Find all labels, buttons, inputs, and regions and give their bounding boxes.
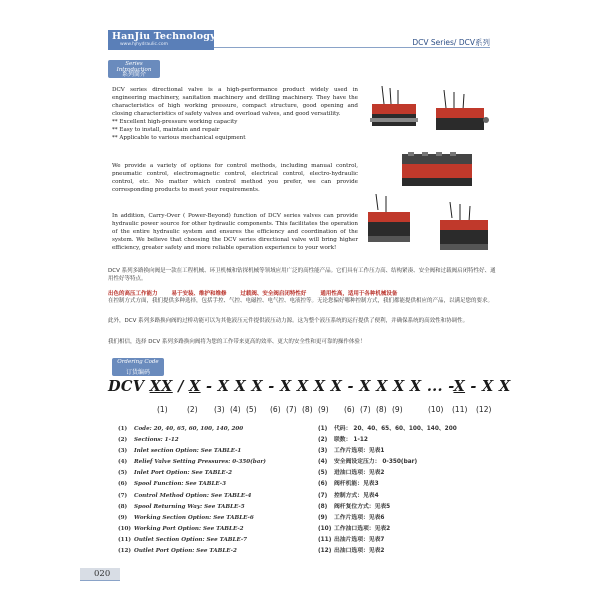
option-cn: (10) 工作油口选项：见表2 <box>318 525 391 532</box>
intro-section-tab <box>108 60 160 78</box>
product-images <box>364 84 494 264</box>
code-pos: (9) <box>318 405 329 414</box>
ordering-tab-en: Ordering Code <box>117 359 159 365</box>
intro-bullet-3: ** Applicable to various mechanical equipment <box>112 135 246 141</box>
code-pos: (1) <box>157 405 168 414</box>
option-en: (2) Sections: 1-12 <box>118 437 179 444</box>
cn-intro-p3: 此外，DCV 系列多路换向阀的过桥功能可以为其他液压元件提供液压动力源。这为整个液压系统的运行提供了便利，并确保系统的高效性和协调性。 <box>108 318 469 324</box>
order-code-rest1: - X X X - X X X X - X X X X ... - <box>200 378 454 395</box>
intro-paragraph-3: In addition, Carry-Over ( Power-Beyond) function of DCV series valves can provide hydraulic power source for other hydraulic components. This facilitates the operation of the entire hydraulic system and ensures the efficiency and coordination of the system. We believe that choosing the DCV series directional valve will bring higher efficiency, greater safety and more reliable operation experience to your work! <box>112 213 358 251</box>
code-pos: (9) <box>392 405 403 414</box>
code-pos: (2) <box>187 405 198 414</box>
order-code-seg2: X <box>189 378 201 395</box>
brand-name: HanJiu Technology <box>112 31 216 42</box>
intro-bullet-1: ** Excellent high-pressure working capacity <box>112 119 238 125</box>
cn-intro-p4: 我们相信，选择 DCV 系列多路换向阀将为您的工作带来更高的效率、更大的安全性和更可靠的操作体验！ <box>108 339 366 345</box>
intro-tab-en: Series Introduction <box>116 61 152 73</box>
order-code-rest2: - X X <box>465 378 511 395</box>
intro-tab-cn: 系列简介 <box>121 71 146 78</box>
code-pos: (12) <box>476 405 492 414</box>
code-pos: (7) <box>286 405 297 414</box>
option-en: (6) Spool Function: See TABLE-3 <box>118 481 226 488</box>
options-list-cn <box>318 424 508 557</box>
option-cn: (12) 出油口选项：见表2 <box>318 548 385 555</box>
intro-p1-text: DCV series directional valve is a high-performance product widely used in engineering machinery, sanitation machinery and drilling machinery. They have the characteristics of high working pressure, compact structure, good opening and closing characteristics of safety valves and overload valves, and good versatility. <box>112 87 358 117</box>
ordering-code-positions <box>0 405 600 417</box>
option-en: (10) Working Port Option: See TABLE-2 <box>118 525 244 532</box>
order-code-seg3: X <box>453 378 466 395</box>
option-en: (11) Outlet Section Option: See TABLE-7 <box>118 536 248 543</box>
code-pos: (6) <box>270 405 281 414</box>
option-cn: (3) 工作片选项：见表1 <box>318 448 385 455</box>
code-pos: (8) <box>376 405 387 414</box>
valve-image-4 <box>368 194 410 242</box>
page-number-underline <box>80 580 120 581</box>
code-pos: (8) <box>302 405 313 414</box>
option-cn: (1) 代码： 20、40、65、60、100、140、200 <box>318 426 457 432</box>
valve-image-3 <box>402 152 472 186</box>
option-en: (9) Working Section Option: See TABLE-6 <box>118 514 254 521</box>
directional-valve-illustrations <box>364 84 494 264</box>
page-number-box <box>80 568 120 580</box>
brand-logo <box>108 30 214 50</box>
option-cn: (6) 阀杆机能：见表3 <box>318 481 379 488</box>
ordering-section-tab <box>112 358 164 376</box>
option-cn: (2) 联数： 1-12 <box>318 437 368 444</box>
order-code-prefix: DCV <box>108 378 150 395</box>
option-cn: (7) 控制方式：见表4 <box>318 492 379 499</box>
code-pos: (6) <box>344 405 355 414</box>
code-pos: (3) <box>214 405 225 414</box>
order-code-seg1: XX <box>149 378 173 395</box>
valve-image-1 <box>370 86 418 126</box>
option-en: (12) Outlet Port Option: See TABLE-2 <box>118 548 237 555</box>
page-header <box>108 30 490 50</box>
option-en: (5) Inlet Port Option: See TABLE-2 <box>118 470 233 477</box>
option-en: (8) Spool Returning Way: See TABLE-5 <box>118 503 245 510</box>
series-title: DCV Series/ DCV系列 <box>412 38 490 47</box>
code-pos: (5) <box>246 405 257 414</box>
option-cn: (5) 进油口选项：见表2 <box>318 470 385 477</box>
ordering-tab-cn: 订货编码 <box>125 369 150 376</box>
brand-website: www.hjhydraulic.com <box>120 42 169 47</box>
cn-features <box>108 289 498 297</box>
option-en: (4) Relief Valve Setting Pressures: 0-350(bar) <box>118 459 266 466</box>
intro-paragraph-1 <box>112 86 358 142</box>
option-cn: (4) 安全阀设定压力： 0-350(bar) <box>318 459 418 466</box>
option-cn: (9) 工作片选项：见表6 <box>318 514 385 521</box>
code-pos: (11) <box>452 405 468 414</box>
cn-feature-4: 通用性高，适用于各种机械设备 <box>320 291 398 297</box>
options-list-en <box>118 424 318 557</box>
option-en: (1) Code: 20, 40, 65, 60, 100, 140, 200 <box>118 426 244 432</box>
option-cn: (11) 出油片选项：见表7 <box>318 536 385 543</box>
intro-bullet-2: ** Easy to install, maintain and repair <box>112 127 220 133</box>
cn-feature-1: 出色的高压工作能力 <box>108 291 158 297</box>
cn-feature-2: 易于安装、维护和维修 <box>171 291 227 297</box>
code-pos: (10) <box>428 405 444 414</box>
intro-paragraph-2: We provide a variety of options for control methods, including manual control, pneumatic control, electromagnetic control, electrical control, electro-hydraulic control, etc. No matter which control method you prefer, we can provide corresponding products to meet your requirements. <box>112 163 358 193</box>
order-code-sep1: / <box>172 378 190 395</box>
option-cn: (8) 阀杆复位方式：见表5 <box>318 503 391 510</box>
code-pos: (4) <box>230 405 241 414</box>
ordering-code <box>108 378 511 395</box>
option-en: (3) Inlet section Option: See TABLE-1 <box>118 448 242 455</box>
cn-intro-p2: 在控制方式方面，我们提供多种选择，包括手控、气控、电磁控、电气控、电液控等。无论您偏好哪种控制方式，我们都能提供相应的产品，以满足您的要求。 <box>108 298 494 304</box>
cn-feature-3: 过载阀、安全阀启闭特性好 <box>240 291 307 297</box>
valve-image-2 <box>436 90 489 130</box>
code-pos: (7) <box>360 405 371 414</box>
option-en: (7) Control Method Option: See TABLE-4 <box>118 492 252 499</box>
page-number: 020 <box>94 569 111 579</box>
cn-intro-p1: DCV 系列多路换向阀是一款在工程机械、环卫机械和钻探机械等领域应用广泛的高性能产品。它们具有工作压力高、结构紧凑、安全阀和过载阀启闭特性好、通用性好等特点。 <box>108 268 496 282</box>
valve-image-5 <box>440 202 488 250</box>
